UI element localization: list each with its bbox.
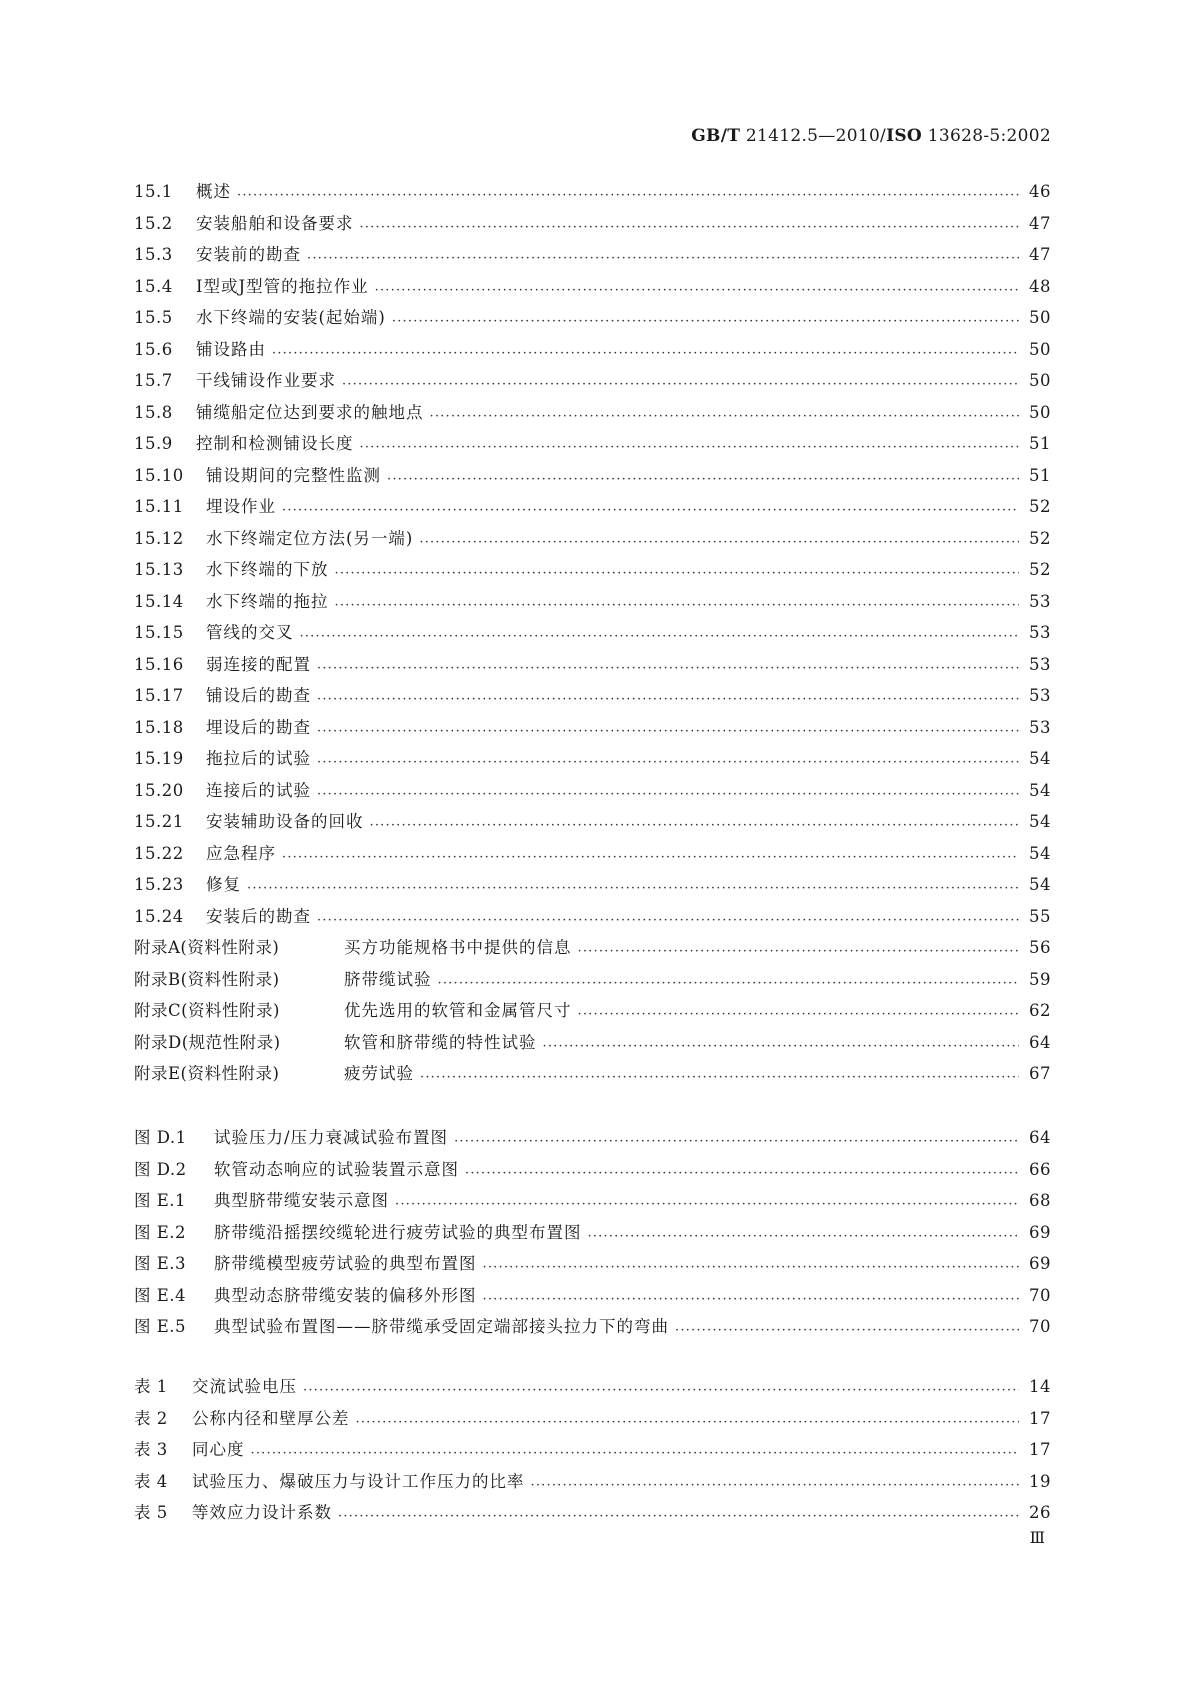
toc-entry[interactable] bbox=[134, 808, 1051, 840]
dot-leader bbox=[420, 1066, 1019, 1086]
appendix-title: 优先选用的软管和金属管尺寸 bbox=[344, 1001, 572, 1020]
toc-entry-number: 15.19 bbox=[134, 749, 184, 768]
dot-leader bbox=[543, 1035, 1020, 1055]
toc-entry[interactable] bbox=[134, 178, 1051, 210]
toc-entry-number: 15.7 bbox=[134, 371, 173, 390]
toc-entry[interactable] bbox=[134, 777, 1051, 809]
toc-entry-title: 连接后的试验 bbox=[206, 780, 311, 800]
toc-appendix-entry[interactable] bbox=[134, 1029, 1051, 1061]
toc-entry-number: 15.18 bbox=[134, 717, 184, 737]
appendix-page: 67 bbox=[1029, 1064, 1051, 1083]
toc-entry-title: 水下终端定位方法(另一端) bbox=[206, 528, 414, 548]
toc-entry-title: 拖拉后的试验 bbox=[206, 749, 311, 768]
toc-entry-number: 15.24 bbox=[134, 906, 184, 926]
toc-entry[interactable] bbox=[134, 462, 1051, 494]
appendix-title: 疲劳试验 bbox=[344, 1064, 414, 1083]
appendix-label: 附录B(资料性附录) bbox=[134, 969, 280, 989]
toc-entry-number: 15.15 bbox=[134, 623, 184, 642]
dot-leader bbox=[272, 342, 1019, 362]
toc-entry-number: 15.8 bbox=[134, 402, 173, 422]
toc-appendix-entry[interactable] bbox=[134, 997, 1051, 1029]
toc-entry-page: 48 bbox=[1029, 276, 1051, 296]
dot-leader bbox=[317, 909, 1019, 929]
toc-entry[interactable] bbox=[134, 210, 1051, 242]
toc-entry-page: 54 bbox=[1029, 780, 1051, 800]
toc-entry-page: 50 bbox=[1029, 402, 1051, 422]
table-page: 17 bbox=[1029, 1408, 1051, 1428]
appendix-title: 脐带缆试验 bbox=[344, 969, 432, 989]
toc-entry[interactable] bbox=[134, 745, 1051, 777]
table-title: 等效应力设计系数 bbox=[192, 1503, 332, 1522]
toc-entry-number: 15.13 bbox=[134, 560, 184, 579]
toc-entry-page: 47 bbox=[1029, 213, 1051, 233]
toc-entry-page: 54 bbox=[1029, 749, 1051, 768]
document-header bbox=[691, 126, 1051, 146]
dot-leader bbox=[335, 594, 1020, 614]
toc-entry-number: 15.1 bbox=[134, 182, 173, 201]
toc-table-entry[interactable] bbox=[134, 1373, 1051, 1405]
appendix-label: 附录A(资料性附录) bbox=[134, 938, 280, 957]
dot-leader bbox=[317, 688, 1019, 708]
toc-entry-page: 52 bbox=[1029, 528, 1051, 548]
dot-leader bbox=[282, 846, 1019, 866]
toc-entry-page: 54 bbox=[1029, 875, 1051, 894]
toc-entry[interactable] bbox=[134, 493, 1051, 525]
toc-entry-number: 15.17 bbox=[134, 686, 184, 705]
toc-entry-number: 15.14 bbox=[134, 591, 184, 611]
appendix-label: 附录D(规范性附录) bbox=[134, 1032, 281, 1052]
toc-figure-entry[interactable] bbox=[134, 1250, 1051, 1282]
figure-title: 典型试验布置图——脐带缆承受固定端部接头拉力下的弯曲 bbox=[214, 1317, 669, 1336]
dot-leader bbox=[251, 1442, 1020, 1462]
appendix-page: 56 bbox=[1029, 938, 1051, 957]
table-title: 试验压力、爆破压力与设计工作压力的比率 bbox=[192, 1471, 525, 1491]
toc-entry-page: 51 bbox=[1029, 465, 1051, 485]
toc-entry-page: 50 bbox=[1029, 308, 1051, 327]
toc-entry-title: 水下终端的安装(起始端) bbox=[196, 308, 386, 327]
toc-entry-title: 铺设期间的完整性监测 bbox=[206, 465, 381, 485]
table-page: 17 bbox=[1029, 1440, 1051, 1459]
table-page: 26 bbox=[1029, 1503, 1051, 1522]
figure-label: 图 D.2 bbox=[134, 1159, 187, 1179]
toc-entry-page: 53 bbox=[1029, 717, 1051, 737]
table-label: 表 4 bbox=[134, 1471, 168, 1491]
table-page: 19 bbox=[1029, 1471, 1051, 1491]
table-label: 表 2 bbox=[134, 1408, 168, 1428]
dot-leader bbox=[360, 216, 1020, 236]
toc-entry[interactable] bbox=[134, 430, 1051, 462]
dot-leader bbox=[438, 972, 1020, 992]
toc-entry-title: 控制和检测铺设长度 bbox=[196, 434, 354, 453]
toc-entry-page: 55 bbox=[1029, 906, 1051, 926]
toc-sections bbox=[134, 178, 1051, 1092]
toc-figure-entry[interactable] bbox=[134, 1124, 1051, 1156]
dot-leader bbox=[317, 657, 1019, 677]
dot-leader bbox=[375, 279, 1019, 299]
toc-entry[interactable] bbox=[134, 241, 1051, 273]
toc-appendix-entry[interactable] bbox=[134, 1060, 1051, 1092]
toc-entry-number: 15.9 bbox=[134, 434, 173, 453]
toc-entry-page: 54 bbox=[1029, 843, 1051, 863]
table-title: 同心度 bbox=[192, 1440, 245, 1459]
toc-entry-number: 15.16 bbox=[134, 654, 184, 674]
toc-entry-number: 15.23 bbox=[134, 875, 184, 894]
toc-figure-entry[interactable] bbox=[134, 1313, 1051, 1345]
toc-entry-page: 50 bbox=[1029, 371, 1051, 390]
figure-page: 68 bbox=[1029, 1191, 1051, 1210]
dot-leader bbox=[307, 247, 1019, 267]
toc-entry-title: 水下终端的下放 bbox=[206, 560, 329, 579]
toc-entry-title: 安装前的勘查 bbox=[196, 245, 301, 264]
dot-leader bbox=[483, 1288, 1020, 1308]
dot-leader bbox=[360, 436, 1020, 456]
toc-entry-title: 水下终端的拖拉 bbox=[206, 591, 329, 611]
toc-entry[interactable] bbox=[134, 840, 1051, 872]
dot-leader bbox=[578, 940, 1020, 960]
toc-table-entry[interactable] bbox=[134, 1436, 1051, 1468]
toc-entry[interactable] bbox=[134, 651, 1051, 683]
toc-figure-entry[interactable] bbox=[134, 1219, 1051, 1251]
dot-leader bbox=[356, 1411, 1020, 1431]
toc-entry-number: 15.11 bbox=[134, 497, 184, 516]
toc-entry-title: 干线铺设作业要求 bbox=[196, 371, 336, 390]
toc-entry-page: 54 bbox=[1029, 812, 1051, 831]
figure-label: 图 E.4 bbox=[134, 1285, 187, 1305]
figure-page: 69 bbox=[1029, 1222, 1051, 1242]
toc-figure-entry[interactable] bbox=[134, 1282, 1051, 1314]
figure-page: 70 bbox=[1029, 1317, 1051, 1336]
toc-entry-title: 弱连接的配置 bbox=[206, 654, 311, 674]
toc-entry[interactable] bbox=[134, 714, 1051, 746]
toc-entry-number: 15.4 bbox=[134, 276, 173, 296]
table-page: 14 bbox=[1029, 1377, 1051, 1396]
figure-title: 试验压力/压力衰减试验布置图 bbox=[214, 1128, 449, 1147]
toc-entry-title: I型或J型管的拖拉作业 bbox=[196, 276, 369, 296]
standard-code: GB/T bbox=[691, 126, 741, 146]
toc-entry-page: 52 bbox=[1029, 560, 1051, 579]
toc-entry[interactable] bbox=[134, 903, 1051, 935]
toc-entry[interactable] bbox=[134, 871, 1051, 903]
toc-entry-number: 15.20 bbox=[134, 780, 184, 800]
toc-entry-page: 50 bbox=[1029, 339, 1051, 359]
dot-leader bbox=[465, 1162, 1019, 1182]
dot-leader bbox=[419, 531, 1019, 551]
dot-leader bbox=[335, 562, 1020, 582]
toc-entry-page: 47 bbox=[1029, 245, 1051, 264]
toc-entry[interactable] bbox=[134, 304, 1051, 336]
toc-figures bbox=[134, 1124, 1051, 1345]
toc-entry-title: 安装辅助设备的回收 bbox=[206, 812, 364, 831]
toc-entry-title: 安装船舶和设备要求 bbox=[196, 213, 354, 233]
dot-leader bbox=[342, 373, 1019, 393]
dot-leader bbox=[300, 625, 1020, 645]
toc-entry-title: 应急程序 bbox=[206, 843, 276, 863]
toc-entry-page: 53 bbox=[1029, 623, 1051, 642]
figure-page: 64 bbox=[1029, 1128, 1051, 1147]
dot-leader bbox=[237, 184, 1019, 204]
figure-page: 70 bbox=[1029, 1285, 1051, 1305]
toc-appendix-entry[interactable] bbox=[134, 966, 1051, 998]
toc-entry-number: 15.6 bbox=[134, 339, 173, 359]
toc-entry-title: 埋设作业 bbox=[206, 497, 276, 516]
toc-entry-page: 53 bbox=[1029, 591, 1051, 611]
toc-table-entry[interactable] bbox=[134, 1468, 1051, 1500]
toc-entry[interactable] bbox=[134, 619, 1051, 651]
toc-table-entry[interactable] bbox=[134, 1405, 1051, 1437]
toc-entry-title: 铺缆船定位达到要求的触地点 bbox=[196, 402, 424, 422]
toc-entry-title: 修复 bbox=[206, 875, 241, 894]
page-folio: Ⅲ bbox=[1029, 1528, 1045, 1547]
toc-entry[interactable] bbox=[134, 367, 1051, 399]
toc-figure-entry[interactable] bbox=[134, 1156, 1051, 1188]
toc-entry[interactable] bbox=[134, 336, 1051, 368]
toc-entry-page: 51 bbox=[1029, 434, 1051, 453]
dot-leader bbox=[370, 814, 1020, 834]
dot-leader bbox=[387, 468, 1019, 488]
table-label: 表 1 bbox=[134, 1377, 168, 1396]
appendix-page: 59 bbox=[1029, 969, 1051, 989]
toc-entry-title: 概述 bbox=[196, 182, 231, 201]
dot-leader bbox=[578, 1003, 1020, 1023]
iso-code: ISO bbox=[886, 126, 923, 146]
dot-leader bbox=[317, 783, 1019, 803]
table-title: 公称内径和壁厚公差 bbox=[192, 1408, 350, 1428]
toc-tables bbox=[134, 1373, 1051, 1531]
dot-leader bbox=[282, 499, 1019, 519]
toc-entry[interactable] bbox=[134, 525, 1051, 557]
dot-leader bbox=[303, 1379, 1019, 1399]
toc-entry-number: 15.5 bbox=[134, 308, 173, 327]
toc-entry-page: 53 bbox=[1029, 686, 1051, 705]
dot-leader bbox=[675, 1319, 1019, 1339]
toc-entry[interactable] bbox=[134, 588, 1051, 620]
table-title: 交流试验电压 bbox=[192, 1377, 297, 1396]
appendix-page: 62 bbox=[1029, 1001, 1051, 1020]
toc-entry-number: 15.12 bbox=[134, 528, 184, 548]
figure-title: 脐带缆模型疲劳试验的典型布置图 bbox=[214, 1254, 477, 1273]
appendix-label: 附录E(资料性附录) bbox=[134, 1064, 280, 1083]
figure-title: 典型脐带缆安装示意图 bbox=[214, 1191, 389, 1210]
toc-entry-number: 15.10 bbox=[134, 465, 184, 485]
toc-entry-title: 埋设后的勘查 bbox=[206, 717, 311, 737]
figure-title: 软管动态响应的试验装置示意图 bbox=[214, 1159, 459, 1179]
toc-figure-entry[interactable] bbox=[134, 1187, 1051, 1219]
toc-entry-number: 15.2 bbox=[134, 213, 173, 233]
toc-entry-page: 46 bbox=[1029, 182, 1051, 201]
figure-label: 图 D.1 bbox=[134, 1128, 187, 1147]
figure-label: 图 E.3 bbox=[134, 1254, 187, 1273]
appendix-page: 64 bbox=[1029, 1032, 1051, 1052]
appendix-label: 附录C(资料性附录) bbox=[134, 1001, 280, 1020]
figure-title: 典型动态脐带缆安装的偏移外形图 bbox=[214, 1285, 477, 1305]
iso-number: 13628-5:2002 bbox=[927, 126, 1051, 146]
toc-entry[interactable] bbox=[134, 682, 1051, 714]
toc-appendix-entry[interactable] bbox=[134, 934, 1051, 966]
appendix-title: 软管和脐带缆的特性试验 bbox=[344, 1032, 537, 1052]
dot-leader bbox=[392, 310, 1019, 330]
appendix-title: 买方功能规格书中提供的信息 bbox=[344, 938, 572, 957]
toc-entry-title: 管线的交叉 bbox=[206, 623, 294, 642]
toc-entry[interactable] bbox=[134, 273, 1051, 305]
dot-leader bbox=[483, 1256, 1020, 1276]
table-label: 表 5 bbox=[134, 1503, 168, 1522]
dot-leader bbox=[430, 405, 1020, 425]
toc-entry-page: 52 bbox=[1029, 497, 1051, 516]
dot-leader bbox=[317, 720, 1019, 740]
toc-entry-title: 铺设后的勘查 bbox=[206, 686, 311, 705]
dot-leader bbox=[317, 751, 1019, 771]
toc-entry-title: 铺设路由 bbox=[196, 339, 266, 359]
dot-leader bbox=[395, 1193, 1019, 1213]
toc-entry[interactable] bbox=[134, 556, 1051, 588]
figure-page: 69 bbox=[1029, 1254, 1051, 1273]
dot-leader bbox=[247, 877, 1019, 897]
dot-leader bbox=[338, 1505, 1019, 1525]
toc-table-entry[interactable] bbox=[134, 1499, 1051, 1531]
toc-entry-title: 安装后的勘查 bbox=[206, 906, 311, 926]
figure-title: 脐带缆沿摇摆绞缆轮进行疲劳试验的典型布置图 bbox=[214, 1222, 582, 1242]
toc-entry[interactable] bbox=[134, 399, 1051, 431]
dot-leader bbox=[531, 1474, 1020, 1494]
standard-number: 21412.5—2010/ bbox=[745, 126, 887, 146]
figure-label: 图 E.1 bbox=[134, 1191, 187, 1210]
toc-entry-number: 15.21 bbox=[134, 812, 184, 831]
dot-leader bbox=[454, 1130, 1019, 1150]
dot-leader bbox=[588, 1225, 1020, 1245]
toc-entry-number: 15.3 bbox=[134, 245, 173, 264]
figure-page: 66 bbox=[1029, 1159, 1051, 1179]
toc-entry-page: 53 bbox=[1029, 654, 1051, 674]
table-label: 表 3 bbox=[134, 1440, 168, 1459]
toc-entry-number: 15.22 bbox=[134, 843, 184, 863]
figure-label: 图 E.2 bbox=[134, 1222, 187, 1242]
figure-label: 图 E.5 bbox=[134, 1317, 187, 1336]
